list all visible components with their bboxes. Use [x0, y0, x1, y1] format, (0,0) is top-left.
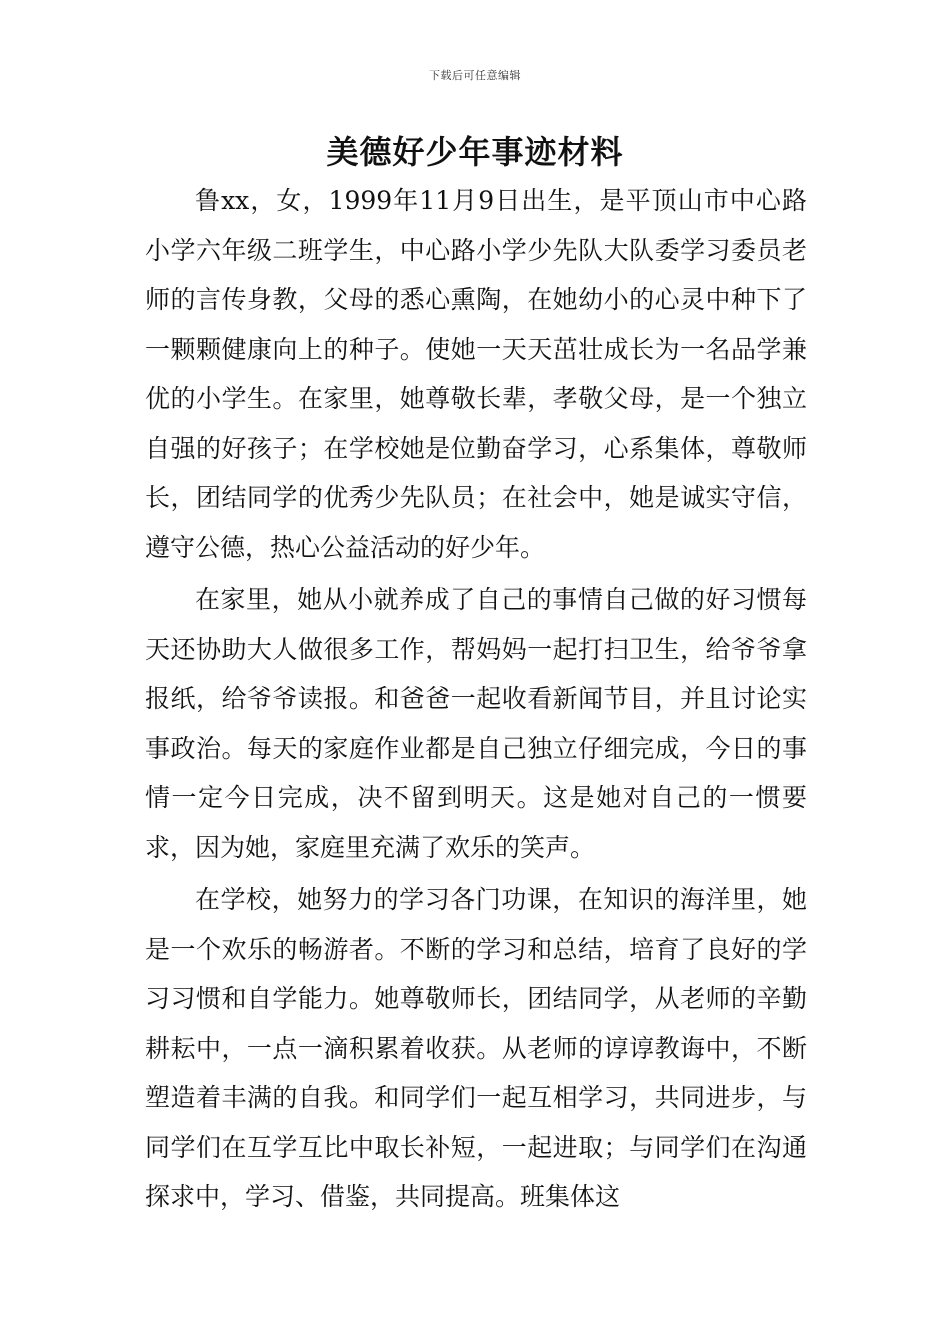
paragraph-2: 在家里，她从小就养成了自己的事情自己做的好习惯每天还协助大人做很多工作，帮妈妈一起打扫卫生，给爷爷拿报纸，给爷爷读报。和爸爸一起收看新闻节目，并且讨论实事政治。每天的家庭作业都是自己独立仔细完成，今日的事情一定今日完成，决不留到明天。这是她对自己的一惯要求，因为她，家庭里充满了欢乐的笑声。 [145, 585, 807, 862]
document-body [145, 176, 807, 1222]
paragraph-3: 在学校，她努力的学习各门功课，在知识的海洋里，她是一个欢乐的畅游者。不断的学习和总结，培育了良好的学习习惯和自学能力。她尊敬师长，团结同学，从老师的辛勤耕耘中，一点一滴积累着收获。从老师的谆谆教诲中，不断塑造着丰满的自我。和同学们一起互相学习，共同进步，与同学们在互学互比中取长补短，一起进取；与同学们在沟通探求中，学习、借鉴，共同提高。班集体这 [145, 885, 807, 1211]
header-note: 下载后可任意编辑 [429, 69, 521, 82]
document-title: 美德好少年事迹材料 [326, 133, 624, 171]
paragraph-1: 鲁xx，女，1999年11月9日出生，是平顶山市中心路小学六年级二班学生，中心路小学少先队大队委学习委员老师的言传身教，父母的悉心熏陶，在她幼小的心灵中种下了一颗颗健康向上的种子。使她一天天茁壮成长为一名品学兼优的小学生。在家里，她尊敬长辈，孝敬父母，是一个独立自强的好孩子；在学校她是位勤奋学习，心系集体，尊敬师长，团结同学的优秀少先队员；在社会中，她是诚实守信，遵守公德，热心公益活动的好少年。 [145, 186, 807, 562]
